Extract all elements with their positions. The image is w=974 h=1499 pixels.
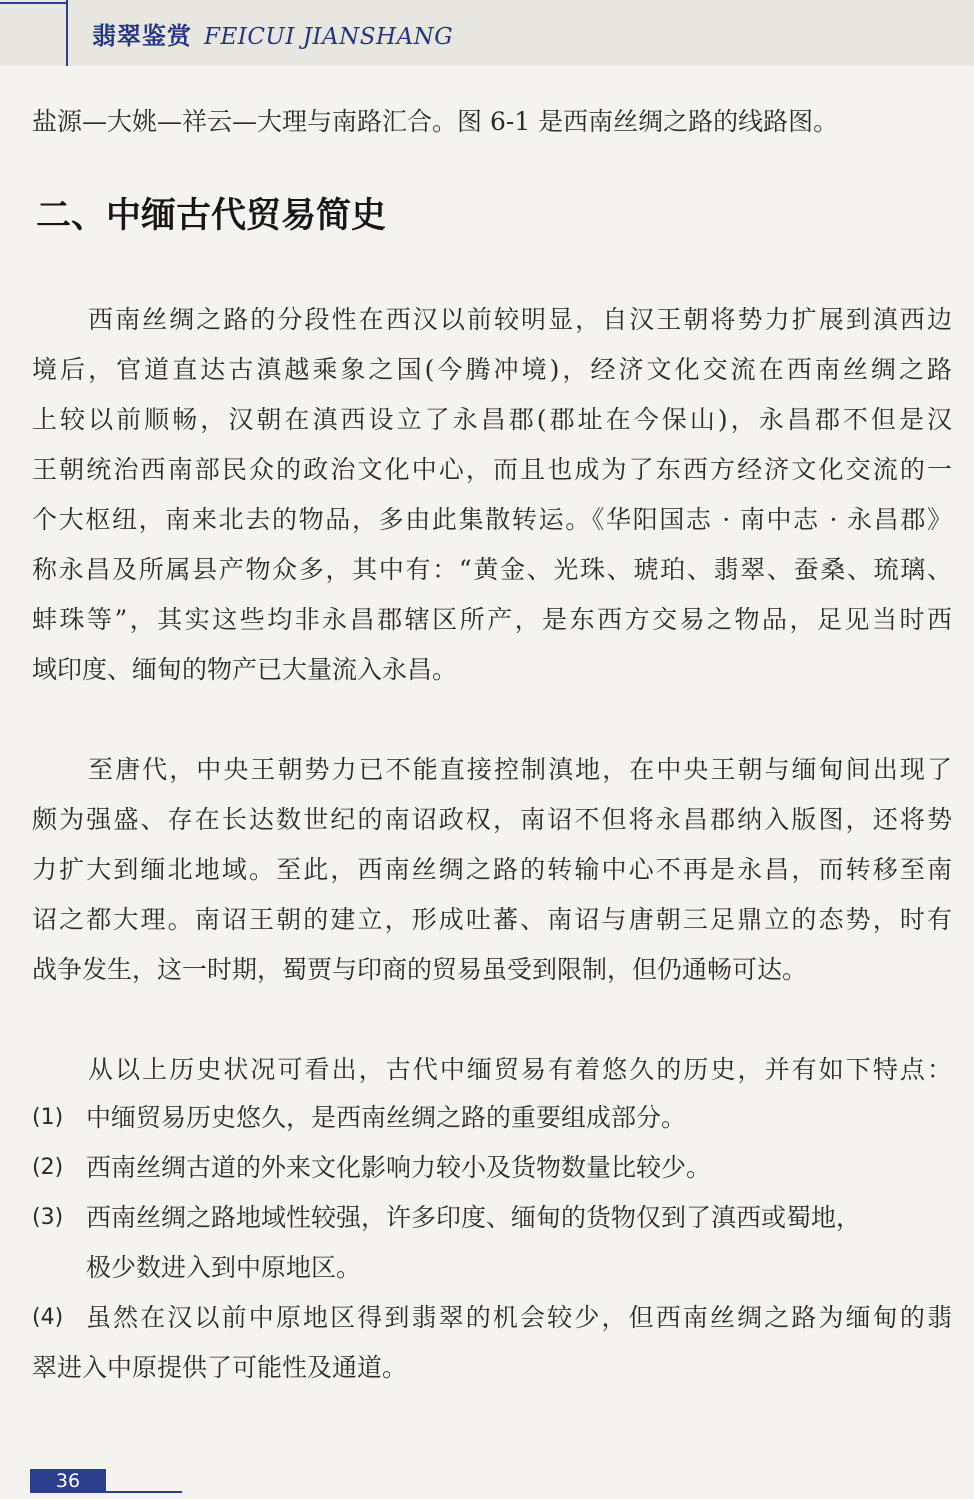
- list-item-line: 西南丝绸之路地域性较强，许多印度、缅甸的货物仅到了滇西或蜀地，: [86, 1203, 862, 1232]
- list-number: (4): [32, 1305, 64, 1330]
- intro-line: 盐源—大姚—祥云—大理与南路汇合。图 6-1 是西南丝绸之路的线路图。: [32, 107, 839, 136]
- list-item-line: 极少数进入到中原地区。: [86, 1253, 362, 1282]
- list-item-line: 西南丝绸古道的外来文化影响力较小及货物数量比较少。: [86, 1153, 712, 1182]
- list-item-line: 虽然在汉以前中原地区得到翡翠的机会较少，但西南丝绸之路为缅甸的翡: [86, 1303, 952, 1332]
- paragraph-1-line: 称永昌及所属县产物众多，其中有：“黄金、光珠、琥珀、翡翠、蚕桑、琉璃、: [32, 555, 952, 584]
- list-item-line: 中缅贸易历史悠久，是西南丝绸之路的重要组成部分。: [86, 1103, 687, 1132]
- list-number: (3): [32, 1205, 64, 1230]
- paragraph-2-line: 颇为强盛、存在长达数世纪的南诏政权，南诏不但将永昌郡纳入版图，还将势: [32, 805, 952, 834]
- paragraph-1-line: 域印度、缅甸的物产已大量流入永昌。: [32, 655, 458, 684]
- list-number: (2): [32, 1155, 64, 1180]
- header-title-chinese: 翡翠鉴赏: [92, 21, 192, 50]
- list-number: (1): [32, 1105, 64, 1130]
- paragraph-1-line: 境后，官道直达古滇越乘象之国(今腾冲境)，经济文化交流在西南丝绸之路: [32, 355, 952, 384]
- running-header-title: [92, 18, 453, 54]
- header-divider: [66, 0, 68, 66]
- section-heading: 二、中缅古代贸易简史: [36, 196, 387, 236]
- paragraph-1-line: 个大枢纽，南来北去的物品，多由此集散转运。《华阳国志 · 南中志 · 永昌郡》: [32, 505, 952, 534]
- paragraph-2-line: 至唐代，中央王朝势力已不能直接控制滇地，在中央王朝与缅甸间出现了: [88, 755, 952, 784]
- paragraph-1-line: 西南丝绸之路的分段性在西汉以前较明显，自汉王朝将势力扩展到滇西边: [88, 305, 952, 334]
- paragraph-3-line: 从以上历史状况可看出，古代中缅贸易有着悠久的历史，并有如下特点：: [88, 1055, 952, 1084]
- paragraph-2-line: 战争发生，这一时期，蜀贾与印商的贸易虽受到限制，但仍通畅可达。: [32, 955, 808, 984]
- header-corner-rule: [0, 2, 66, 4]
- list-item-line: 翠进入中原提供了可能性及通道。: [32, 1353, 408, 1382]
- header-title-pinyin: FEICUI JIANSHANG: [204, 24, 454, 50]
- paragraph-1-line: 蚌珠等”，其实这些均非永昌郡辖区所产，是东西方交易之物品，足见当时西: [32, 605, 952, 634]
- page-number: 36: [55, 1470, 81, 1492]
- paragraph-2-line: 诏之都大理。南诏王朝的建立，形成吐蕃、南诏与唐朝三足鼎立的态势，时有: [32, 905, 952, 934]
- paragraph-1-line: 上较以前顺畅，汉朝在滇西设立了永昌郡(郡址在今保山)，永昌郡不但是汉: [32, 405, 952, 434]
- paragraph-2-line: 力扩大到缅北地域。至此，西南丝绸之路的转输中心不再是永昌，而转移至南: [32, 855, 952, 884]
- paragraph-1-line: 王朝统治西南部民众的政治文化中心，而且也成为了东西方经济文化交流的一: [32, 455, 952, 484]
